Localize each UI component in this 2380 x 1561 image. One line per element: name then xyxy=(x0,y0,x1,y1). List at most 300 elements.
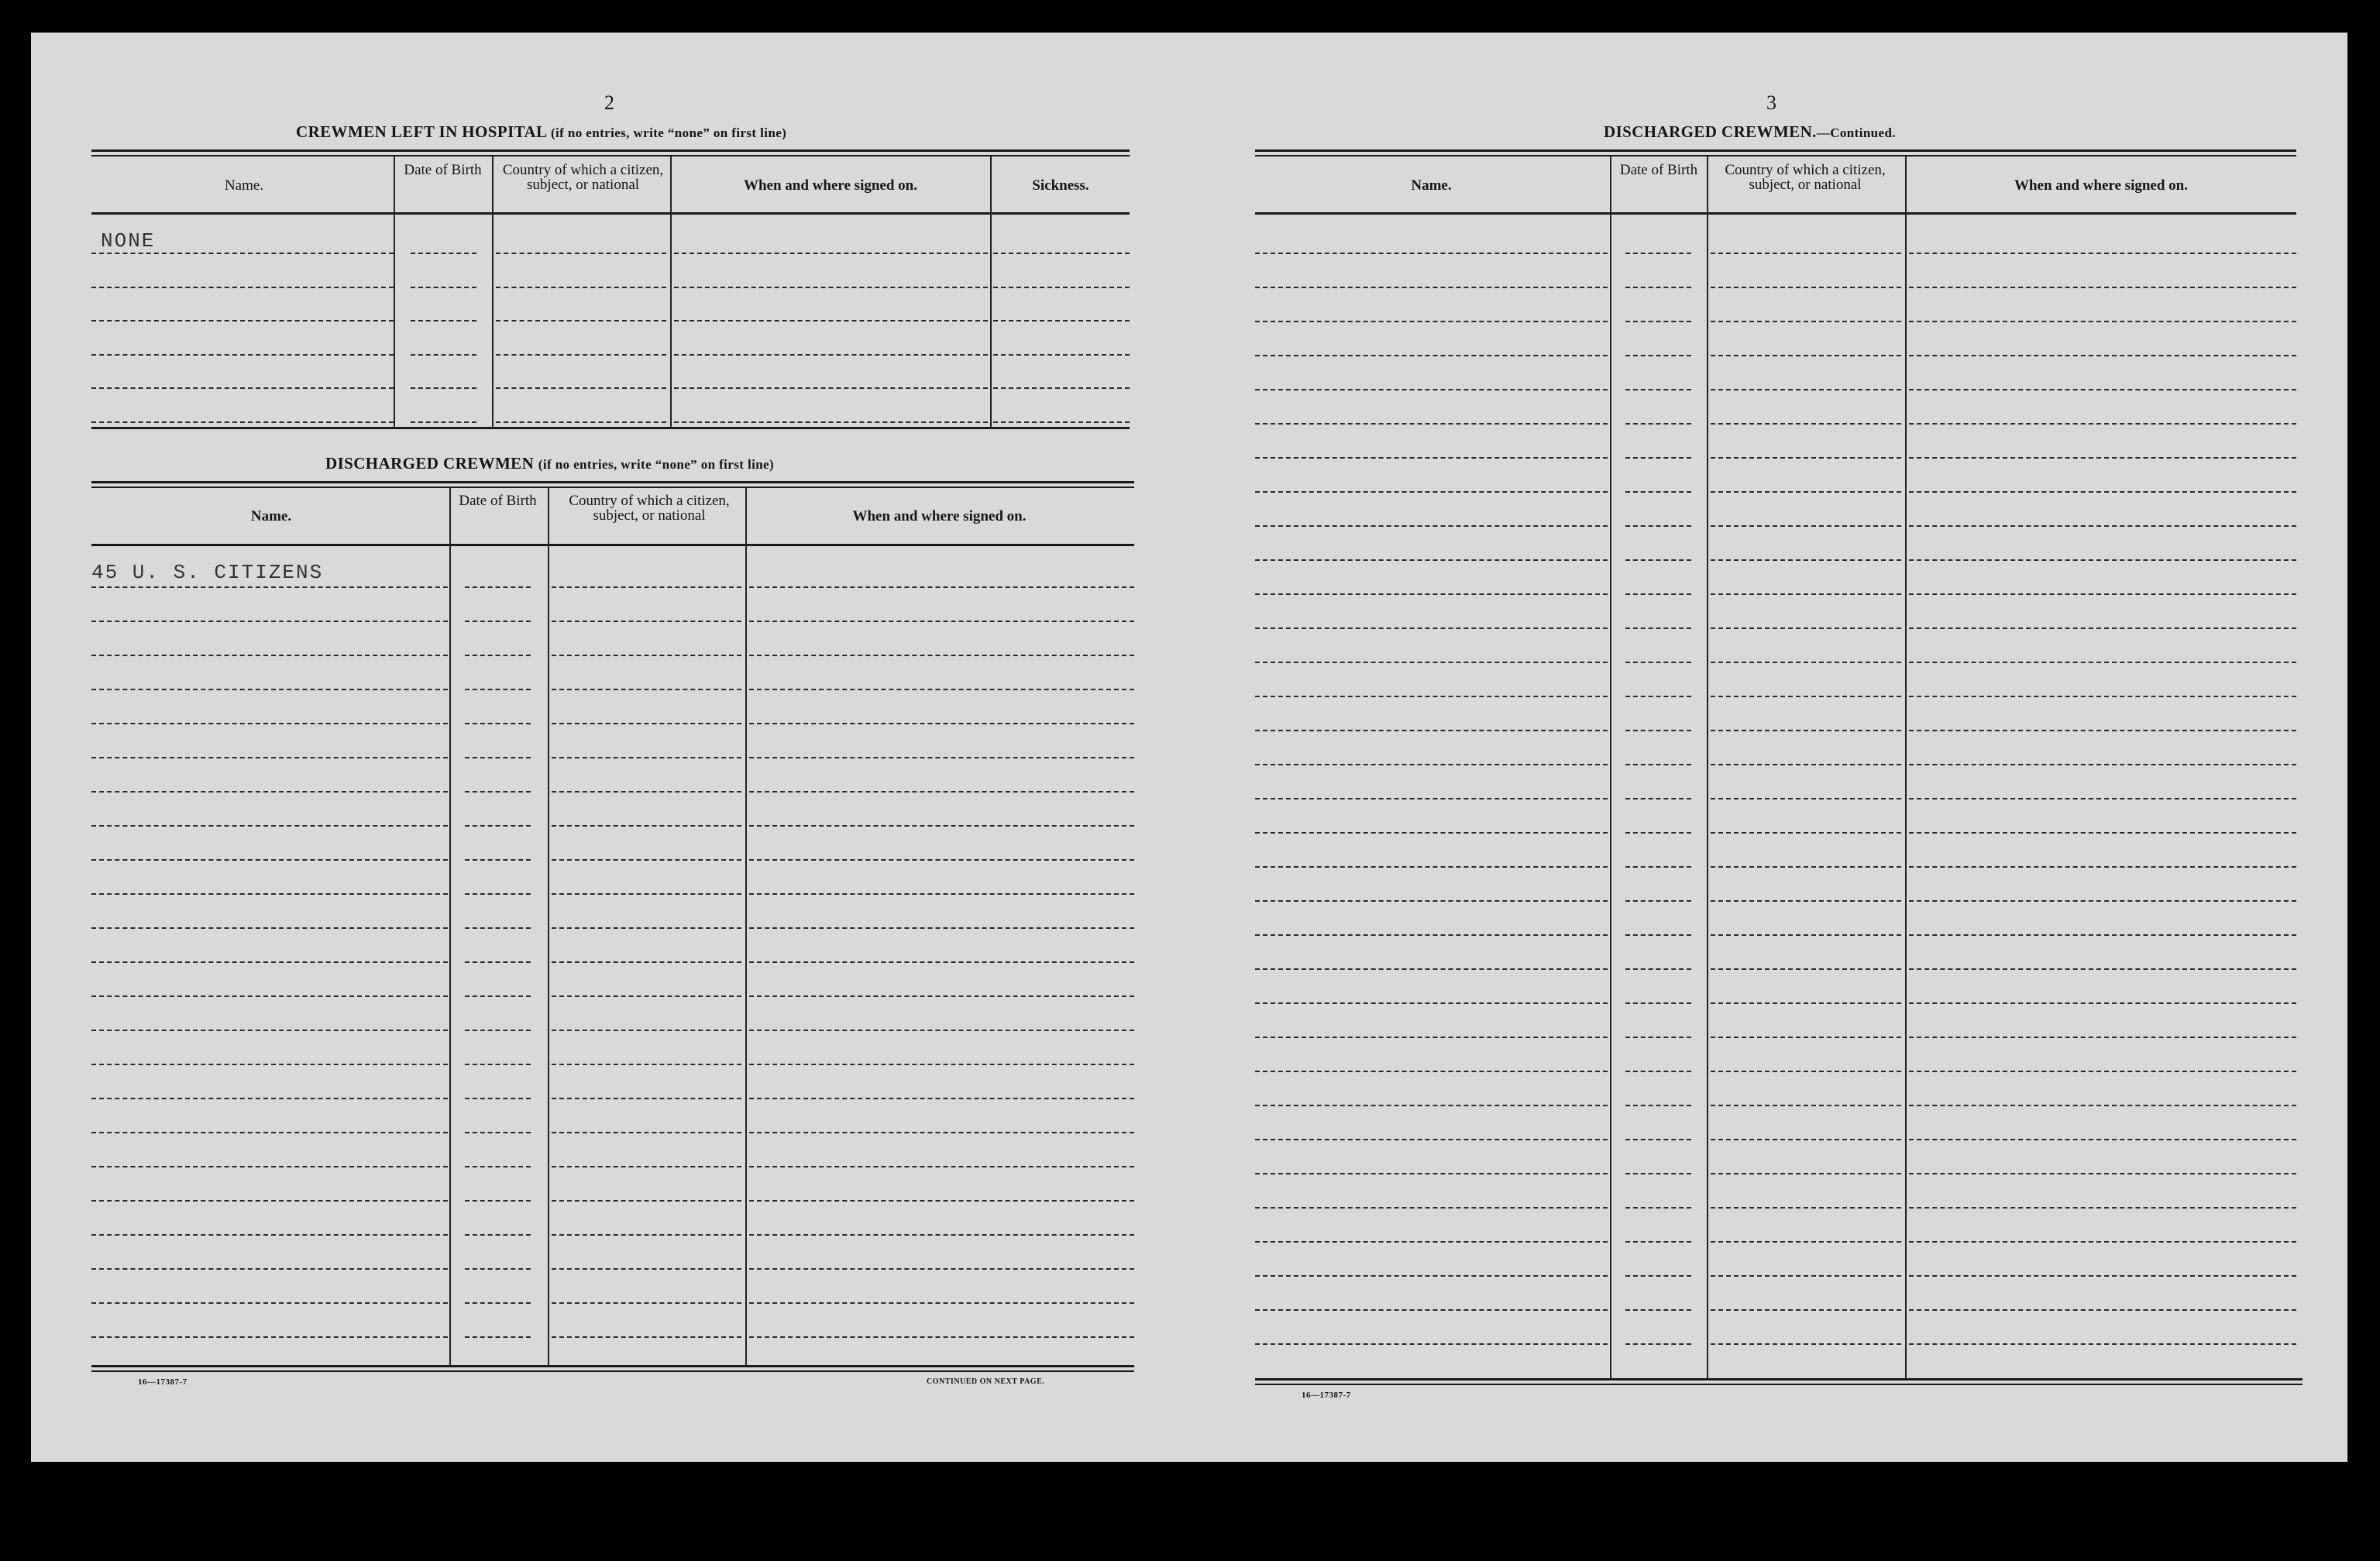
discharged-col-dob: Date of Birth xyxy=(459,493,537,509)
row-line xyxy=(91,689,448,690)
row-line xyxy=(552,1064,741,1065)
discharged-header-rule xyxy=(91,544,1134,546)
right-col-dob: Date of Birth xyxy=(1619,162,1698,178)
row-line xyxy=(411,387,476,389)
row-line xyxy=(1255,253,1608,254)
hospital-top-rule-2 xyxy=(91,155,1130,156)
row-line xyxy=(91,1098,448,1099)
row-line xyxy=(552,1030,741,1031)
row-line xyxy=(1909,627,2296,629)
right-col-divider xyxy=(1610,156,1611,1380)
row-line xyxy=(674,387,988,389)
row-line xyxy=(91,354,394,356)
hospital-col-dob: Date of Birth xyxy=(404,162,482,178)
row-line xyxy=(1711,900,1901,902)
row-line xyxy=(1255,1343,1608,1345)
row-line xyxy=(91,1268,448,1270)
row-line xyxy=(91,621,448,622)
row-line xyxy=(749,723,1134,724)
row-line xyxy=(1625,457,1691,459)
row-line xyxy=(993,253,1130,254)
hospital-col-signed-on: When and where signed on. xyxy=(743,177,917,194)
row-line xyxy=(1255,1309,1608,1311)
row-line xyxy=(1625,866,1691,868)
row-line xyxy=(1909,1241,2296,1243)
row-line xyxy=(1909,1207,2296,1209)
row-line xyxy=(1909,934,2296,936)
row-line xyxy=(91,253,394,254)
right-col-divider xyxy=(1707,156,1708,1380)
row-line xyxy=(1625,287,1691,288)
hospital-col-divider xyxy=(492,156,494,428)
row-line xyxy=(1909,1002,2296,1004)
row-line xyxy=(1711,934,1901,936)
row-line xyxy=(91,1064,448,1065)
row-line xyxy=(411,354,476,356)
row-line xyxy=(1625,1139,1691,1140)
row-line xyxy=(1625,798,1691,799)
row-line xyxy=(1255,355,1608,356)
row-line xyxy=(552,927,741,929)
row-line xyxy=(749,621,1134,622)
row-line xyxy=(993,387,1130,389)
row-line xyxy=(465,757,531,758)
row-line xyxy=(1255,934,1608,936)
row-line xyxy=(749,1234,1134,1236)
discharged-top-rule-2 xyxy=(91,487,1134,488)
row-line xyxy=(1255,1105,1608,1106)
row-line xyxy=(749,961,1134,963)
row-line xyxy=(465,1030,531,1031)
row-line xyxy=(91,387,394,389)
row-line xyxy=(1711,1002,1901,1004)
hospital-top-rule xyxy=(91,150,1130,152)
row-line xyxy=(465,1098,531,1099)
row-line xyxy=(1255,1071,1608,1072)
row-line xyxy=(1711,1241,1901,1243)
discharged-col-divider xyxy=(449,488,451,1367)
row-line xyxy=(552,1336,741,1338)
row-line xyxy=(465,1234,531,1236)
row-line xyxy=(1625,662,1691,663)
row-line xyxy=(496,354,666,356)
row-line xyxy=(1255,968,1608,970)
row-line xyxy=(91,995,448,997)
row-line xyxy=(1909,1173,2296,1174)
row-line xyxy=(552,791,741,793)
row-line xyxy=(1711,798,1901,799)
row-line xyxy=(552,1234,741,1236)
row-line xyxy=(1625,1105,1691,1106)
row-line xyxy=(1909,1071,2296,1072)
row-line xyxy=(749,586,1134,588)
discharged-col-name: Name. xyxy=(250,508,292,524)
row-line xyxy=(552,621,741,622)
row-line xyxy=(1625,1207,1691,1209)
row-line xyxy=(1909,423,2296,425)
row-line xyxy=(1255,798,1608,799)
hospital-col-country: Country of which a citizen, subject, or national xyxy=(502,162,664,193)
row-line xyxy=(552,1098,741,1099)
row-line xyxy=(91,1030,448,1031)
row-line xyxy=(91,586,448,588)
row-line xyxy=(1625,1071,1691,1072)
row-line xyxy=(91,1302,448,1304)
row-line xyxy=(91,287,394,288)
row-line xyxy=(1255,423,1608,425)
row-line xyxy=(1255,593,1608,595)
hospital-header-rule xyxy=(91,212,1130,215)
row-line xyxy=(1255,525,1608,527)
row-line xyxy=(749,927,1134,929)
row-line xyxy=(1625,1037,1691,1038)
row-line xyxy=(1255,900,1608,902)
row-line xyxy=(91,1200,448,1202)
row-line xyxy=(1711,1207,1901,1209)
row-line xyxy=(1909,491,2296,493)
hospital-col-sickness: Sickness. xyxy=(1032,177,1089,194)
row-line xyxy=(1711,968,1901,970)
row-line xyxy=(552,586,741,588)
row-line xyxy=(465,689,531,690)
row-line xyxy=(749,1132,1134,1133)
row-line xyxy=(1255,627,1608,629)
row-line xyxy=(496,253,666,254)
row-line xyxy=(91,893,448,895)
row-line xyxy=(1711,1105,1901,1106)
row-line xyxy=(749,995,1134,997)
form-number-right: 16—17387-7 xyxy=(1302,1391,1351,1400)
row-line xyxy=(91,927,448,929)
row-line xyxy=(1625,355,1691,356)
form-number-left: 16—17387-7 xyxy=(138,1377,187,1387)
row-line xyxy=(1711,559,1901,561)
row-line xyxy=(1909,1309,2296,1311)
row-line xyxy=(1255,1037,1608,1038)
row-line xyxy=(1625,764,1691,765)
right-bottom-rule-2 xyxy=(1255,1384,2303,1385)
row-line xyxy=(1625,900,1691,902)
row-line xyxy=(91,1234,448,1236)
row-line xyxy=(1909,1139,2296,1140)
row-line xyxy=(465,1200,531,1202)
hospital-col-divider xyxy=(670,156,672,428)
hospital-col-name: Name. xyxy=(224,177,264,194)
row-line xyxy=(552,961,741,963)
row-line xyxy=(91,1166,448,1167)
row-line xyxy=(465,1064,531,1065)
row-line xyxy=(465,1302,531,1304)
row-line xyxy=(91,757,448,758)
row-line xyxy=(1711,730,1901,731)
row-line xyxy=(1255,389,1608,390)
hospital-entry-none: NONE xyxy=(101,229,156,253)
row-line xyxy=(1711,832,1901,834)
row-line xyxy=(1909,832,2296,834)
row-line xyxy=(1625,423,1691,425)
row-line xyxy=(674,287,988,288)
row-line xyxy=(1711,662,1901,663)
row-line xyxy=(749,1064,1134,1065)
row-line xyxy=(1625,389,1691,390)
discharged-bottom-rule xyxy=(91,1365,1134,1367)
row-line xyxy=(1909,559,2296,561)
row-line xyxy=(91,320,394,321)
row-line xyxy=(1909,798,2296,799)
row-line xyxy=(1255,730,1608,731)
page-number-left: 2 xyxy=(604,91,614,114)
right-top-rule-2 xyxy=(1255,155,2296,156)
row-line xyxy=(411,287,476,288)
row-line xyxy=(1711,593,1901,595)
row-line xyxy=(1625,321,1691,322)
row-line xyxy=(465,723,531,724)
row-line xyxy=(749,859,1134,861)
row-line xyxy=(411,253,476,254)
continued-note: CONTINUED ON NEXT PAGE. xyxy=(927,1377,1045,1386)
row-line xyxy=(1909,1037,2296,1038)
row-line xyxy=(91,961,448,963)
row-line xyxy=(993,287,1130,288)
row-line xyxy=(1255,287,1608,288)
row-line xyxy=(1711,457,1901,459)
row-line xyxy=(496,320,666,321)
row-line xyxy=(1909,593,2296,595)
row-line xyxy=(552,689,741,690)
row-line xyxy=(1255,559,1608,561)
row-line xyxy=(1909,764,2296,765)
row-line xyxy=(1711,866,1901,868)
row-line xyxy=(1909,355,2296,356)
row-line xyxy=(1711,627,1901,629)
row-line xyxy=(749,825,1134,827)
row-line xyxy=(552,1132,741,1133)
row-line xyxy=(674,421,988,423)
row-line xyxy=(465,961,531,963)
row-line xyxy=(465,1268,531,1270)
row-line xyxy=(1625,1275,1691,1277)
right-col-signed-on: When and where signed on. xyxy=(2014,177,2188,194)
row-line xyxy=(1711,1037,1901,1038)
row-line xyxy=(1625,627,1691,629)
hospital-col-divider xyxy=(990,156,992,428)
row-line xyxy=(1625,593,1691,595)
row-line xyxy=(1625,253,1691,254)
row-line xyxy=(1909,662,2296,663)
row-line xyxy=(993,421,1130,423)
row-line xyxy=(1625,525,1691,527)
row-line xyxy=(749,1166,1134,1167)
row-line xyxy=(1909,287,2296,288)
row-line xyxy=(552,1200,741,1202)
row-line xyxy=(1255,662,1608,663)
row-line xyxy=(674,253,988,254)
row-line xyxy=(1909,457,2296,459)
row-line xyxy=(465,859,531,861)
row-line xyxy=(749,1336,1134,1338)
row-line xyxy=(1909,866,2296,868)
discharged-bottom-rule-2 xyxy=(91,1370,1134,1372)
row-line xyxy=(91,421,394,423)
row-line xyxy=(993,320,1130,321)
row-line xyxy=(465,927,531,929)
row-line xyxy=(1255,1275,1608,1277)
right-bottom-rule xyxy=(1255,1378,2303,1380)
hospital-bottom-rule xyxy=(91,427,1130,429)
discharged-continued-title: DISCHARGED CREWMEN.—Continued. xyxy=(1604,122,1896,141)
discharged-col-country: Country of which a citizen, subject, or national xyxy=(569,493,730,524)
row-line xyxy=(1625,832,1691,834)
row-line xyxy=(674,320,988,321)
row-line xyxy=(465,1132,531,1133)
row-line xyxy=(1909,253,2296,254)
right-top-rule xyxy=(1255,150,2296,152)
row-line xyxy=(465,893,531,895)
row-line xyxy=(91,791,448,793)
row-line xyxy=(1625,696,1691,697)
document-sheet xyxy=(31,33,2347,1462)
row-line xyxy=(1909,730,2296,731)
row-line xyxy=(1625,934,1691,936)
row-line xyxy=(749,1200,1134,1202)
row-line xyxy=(91,1336,448,1338)
right-col-name: Name. xyxy=(1411,177,1452,194)
row-line xyxy=(1255,832,1608,834)
row-line xyxy=(1711,355,1901,356)
row-line xyxy=(552,723,741,724)
row-line xyxy=(1255,1002,1608,1004)
row-line xyxy=(91,1132,448,1133)
row-line xyxy=(1625,968,1691,970)
row-line xyxy=(1711,525,1901,527)
row-line xyxy=(1711,1343,1901,1345)
row-line xyxy=(1909,696,2296,697)
row-line xyxy=(552,825,741,827)
row-line xyxy=(496,287,666,288)
row-line xyxy=(552,757,741,758)
row-line xyxy=(1255,1207,1608,1209)
row-line xyxy=(1625,1002,1691,1004)
row-line xyxy=(1625,491,1691,493)
row-line xyxy=(1711,1173,1901,1174)
row-line xyxy=(1255,866,1608,868)
row-line xyxy=(1711,1139,1901,1140)
row-line xyxy=(1625,1241,1691,1243)
hospital-col-divider xyxy=(394,156,395,428)
right-header-rule xyxy=(1255,212,2296,215)
discharged-entry-citizens: 45 U. S. CITIZENS xyxy=(91,561,324,584)
discharged-col-divider xyxy=(548,488,549,1367)
row-line xyxy=(749,1098,1134,1099)
row-line xyxy=(1255,764,1608,765)
row-line xyxy=(465,655,531,656)
row-line xyxy=(1255,1241,1608,1243)
row-line xyxy=(749,1268,1134,1270)
row-line xyxy=(1625,1343,1691,1345)
row-line xyxy=(552,995,741,997)
row-line xyxy=(749,1302,1134,1304)
row-line xyxy=(496,387,666,389)
row-line xyxy=(465,586,531,588)
row-line xyxy=(993,354,1130,356)
discharged-col-signed-on: When and where signed on. xyxy=(852,508,1027,524)
row-line xyxy=(465,1166,531,1167)
row-line xyxy=(411,421,476,423)
row-line xyxy=(1909,1275,2296,1277)
row-line xyxy=(1909,321,2296,322)
row-line xyxy=(552,1166,741,1167)
row-line xyxy=(749,757,1134,758)
row-line xyxy=(496,421,666,423)
row-line xyxy=(552,655,741,656)
discharged-col-divider xyxy=(745,488,747,1367)
row-line xyxy=(1909,1105,2296,1106)
row-line xyxy=(1255,696,1608,697)
row-line xyxy=(749,655,1134,656)
row-line xyxy=(749,689,1134,690)
row-line xyxy=(1255,491,1608,493)
row-line xyxy=(1711,253,1901,254)
row-line xyxy=(1625,559,1691,561)
row-line xyxy=(465,1336,531,1338)
row-line xyxy=(1711,423,1901,425)
row-line xyxy=(465,995,531,997)
right-col-country: Country of which a citizen, subject, or national xyxy=(1725,162,1886,193)
row-line xyxy=(1909,389,2296,390)
row-line xyxy=(1909,525,2296,527)
row-line xyxy=(1625,730,1691,731)
row-line xyxy=(1711,764,1901,765)
row-line xyxy=(465,621,531,622)
row-line xyxy=(91,655,448,656)
row-line xyxy=(1909,968,2296,970)
row-line xyxy=(465,791,531,793)
row-line xyxy=(465,825,531,827)
row-line xyxy=(552,1268,741,1270)
row-line xyxy=(1909,900,2296,902)
row-line xyxy=(1711,321,1901,322)
row-line xyxy=(91,859,448,861)
row-line xyxy=(552,893,741,895)
row-line xyxy=(749,1030,1134,1031)
page-number-right: 3 xyxy=(1766,91,1776,114)
row-line xyxy=(749,893,1134,895)
right-col-divider xyxy=(1905,156,1907,1380)
row-line xyxy=(1711,287,1901,288)
row-line xyxy=(1625,1309,1691,1311)
row-line xyxy=(1711,389,1901,390)
discharged-title: DISCHARGED CREWMEN (if no entries, write “none” on first line) xyxy=(325,454,775,473)
row-line xyxy=(1909,1343,2296,1345)
row-line xyxy=(552,1302,741,1304)
row-line xyxy=(1255,321,1608,322)
row-line xyxy=(1711,1071,1901,1072)
discharged-top-rule xyxy=(91,481,1134,483)
row-line xyxy=(91,723,448,724)
row-line xyxy=(1255,1139,1608,1140)
row-line xyxy=(1711,696,1901,697)
row-line xyxy=(91,825,448,827)
hospital-title: CREWMEN LEFT IN HOSPITAL (if no entries, write “none” on first line) xyxy=(296,122,787,141)
row-line xyxy=(674,354,988,356)
row-line xyxy=(411,320,476,321)
row-line xyxy=(749,791,1134,793)
row-line xyxy=(1711,1275,1901,1277)
row-line xyxy=(1711,1309,1901,1311)
row-line xyxy=(1625,1173,1691,1174)
row-line xyxy=(1255,1173,1608,1174)
row-line xyxy=(552,859,741,861)
